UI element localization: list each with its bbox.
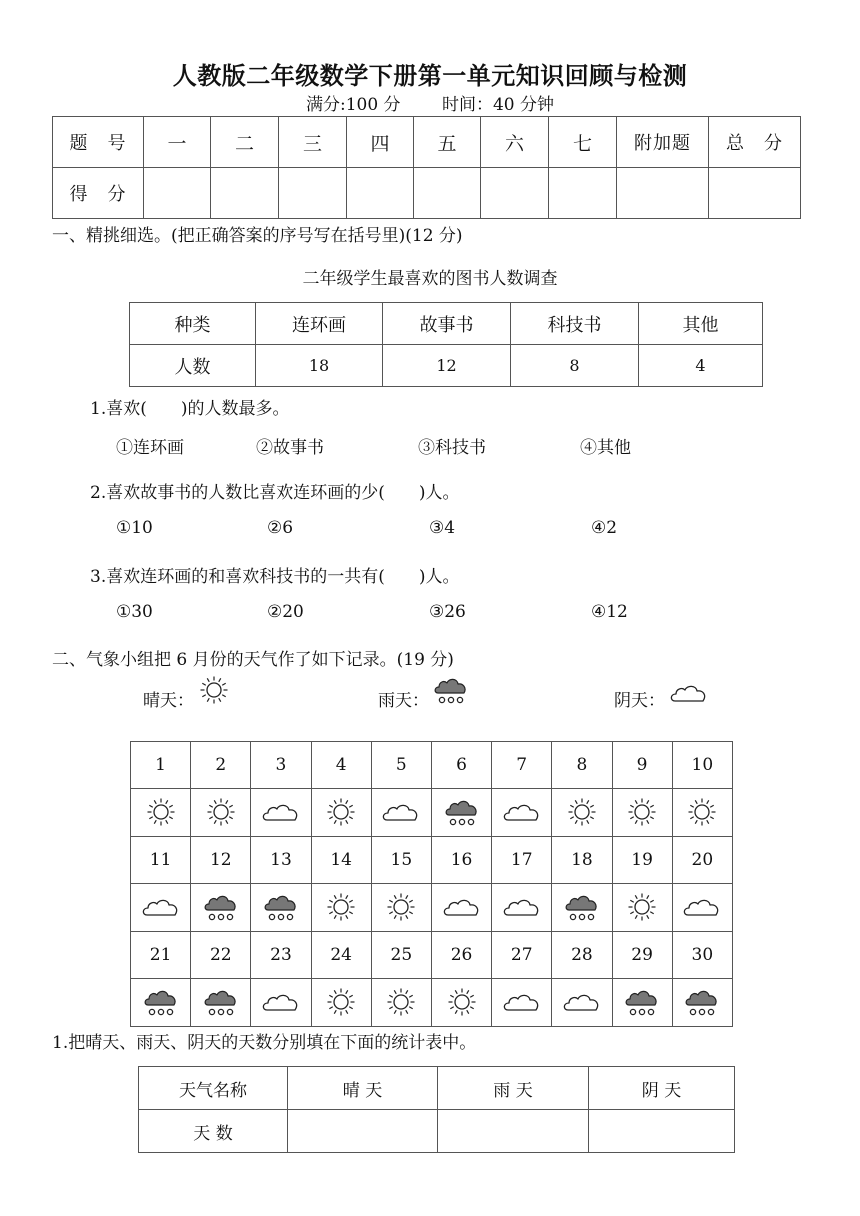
books-header-cell: 其他 xyxy=(639,303,763,345)
score-cell[interactable] xyxy=(617,168,709,219)
score-header-cell: 五 xyxy=(414,117,481,168)
score-header-cell: 二 xyxy=(211,117,279,168)
sun-icon xyxy=(371,979,431,1027)
rain-icon xyxy=(131,979,191,1027)
books-value-cell: 8 xyxy=(511,345,639,387)
legend-label: 晴天： xyxy=(143,691,194,711)
cloud-icon xyxy=(251,979,311,1027)
rain-icon xyxy=(251,884,311,932)
score-cell[interactable] xyxy=(347,168,414,219)
option[interactable]: ④2 xyxy=(591,518,618,538)
weather-day-row xyxy=(131,837,733,884)
exam-time: 时间：40 分钟 xyxy=(441,95,555,115)
legend-label: 雨天： xyxy=(378,691,429,711)
stats-header-cell: 阴 天 xyxy=(589,1067,735,1110)
weather-day-row xyxy=(131,742,733,789)
weather-day-number: 13 xyxy=(251,837,311,884)
rain-icon xyxy=(612,979,672,1027)
exam-info xyxy=(0,90,860,115)
weather-day-row xyxy=(131,932,733,979)
books-row-label: 人数 xyxy=(130,345,256,387)
question-1: 1.喜欢( )的人数最多。 xyxy=(90,399,290,419)
stats-header-cell: 天气名称 xyxy=(139,1067,288,1110)
score-header-cell: 六 xyxy=(481,117,549,168)
weather-day-number: 20 xyxy=(672,837,732,884)
weather-day-number: 7 xyxy=(492,742,552,789)
weather-day-number: 29 xyxy=(612,932,672,979)
weather-day-number: 19 xyxy=(612,837,672,884)
books-value-cell: 12 xyxy=(383,345,511,387)
rain-icon xyxy=(552,884,612,932)
cloud-icon xyxy=(371,789,431,837)
books-header-cell: 科技书 xyxy=(511,303,639,345)
books-header-row xyxy=(130,303,763,345)
books-value-cell: 4 xyxy=(639,345,763,387)
books-value-cell: 18 xyxy=(256,345,383,387)
weather-record-table xyxy=(130,741,733,1027)
sun-icon xyxy=(198,676,230,706)
weather-stats-table xyxy=(138,1066,735,1153)
stats-value-row xyxy=(139,1110,735,1153)
stats-answer-cell[interactable] xyxy=(438,1110,589,1153)
cloud-icon xyxy=(251,789,311,837)
option[interactable]: ①连环画 xyxy=(116,438,184,458)
weather-day-number: 24 xyxy=(311,932,371,979)
rain-icon xyxy=(431,789,491,837)
stats-header-cell: 晴 天 xyxy=(288,1067,438,1110)
score-table-header-row xyxy=(53,117,801,168)
books-header-cell: 种类 xyxy=(130,303,256,345)
option[interactable]: ③4 xyxy=(429,518,456,538)
books-header-cell: 故事书 xyxy=(383,303,511,345)
stats-row-label: 天 数 xyxy=(139,1110,288,1153)
weather-day-number: 14 xyxy=(311,837,371,884)
sun-icon xyxy=(612,789,672,837)
score-header-cell: 附加题 xyxy=(617,117,709,168)
weather-day-number: 22 xyxy=(191,932,251,979)
score-header-cell: 七 xyxy=(549,117,617,168)
weather-day-number: 8 xyxy=(552,742,612,789)
weather-day-number: 27 xyxy=(492,932,552,979)
weather-icon-row xyxy=(131,789,733,837)
sun-icon xyxy=(311,789,371,837)
weather-day-number: 16 xyxy=(431,837,491,884)
weather-day-number: 5 xyxy=(371,742,431,789)
books-table-caption: 二年级学生最喜欢的图书人数调查 xyxy=(302,269,558,289)
stats-header-cell: 雨 天 xyxy=(438,1067,589,1110)
page-title: 人教版二年级数学下册第一单元知识回顾与检测 xyxy=(172,62,688,90)
stats-answer-cell[interactable] xyxy=(288,1110,438,1153)
legend-rainy xyxy=(378,686,469,711)
weather-day-number: 26 xyxy=(431,932,491,979)
weather-day-number: 17 xyxy=(492,837,552,884)
cloud-icon xyxy=(431,884,491,932)
stats-header-row xyxy=(139,1067,735,1110)
cloud-icon xyxy=(669,682,709,706)
weather-day-number: 25 xyxy=(371,932,431,979)
cloud-icon xyxy=(672,884,732,932)
score-row-label: 得 分 xyxy=(53,168,144,219)
sun-icon xyxy=(431,979,491,1027)
weather-day-number: 3 xyxy=(251,742,311,789)
sun-icon xyxy=(371,884,431,932)
option[interactable]: ①30 xyxy=(116,602,153,622)
score-cell[interactable] xyxy=(144,168,211,219)
rain-icon xyxy=(191,884,251,932)
section1-heading: 一、精挑细选。(把正确答案的序号写在括号里)(12 分) xyxy=(52,226,463,246)
score-header-cell: 四 xyxy=(347,117,414,168)
cloud-icon xyxy=(492,789,552,837)
weather-day-number: 21 xyxy=(131,932,191,979)
score-cell[interactable] xyxy=(279,168,347,219)
score-cell[interactable] xyxy=(481,168,549,219)
score-cell[interactable] xyxy=(709,168,801,219)
option[interactable]: ④12 xyxy=(591,602,628,622)
weather-day-number: 10 xyxy=(672,742,732,789)
weather-icon-row xyxy=(131,884,733,932)
score-cell[interactable] xyxy=(549,168,617,219)
score-header-cell: 一 xyxy=(144,117,211,168)
rain-icon xyxy=(433,676,469,706)
option[interactable]: ④其他 xyxy=(580,438,631,458)
books-table xyxy=(129,302,763,387)
cloud-icon xyxy=(131,884,191,932)
sun-icon xyxy=(552,789,612,837)
sun-icon xyxy=(612,884,672,932)
sun-icon xyxy=(311,979,371,1027)
option[interactable]: ②故事书 xyxy=(256,438,324,458)
score-header-cell: 总 分 xyxy=(709,117,801,168)
sun-icon xyxy=(311,884,371,932)
section2-question-1: 1.把晴天、雨天、阴天的天数分别填在下面的统计表中。 xyxy=(52,1033,477,1053)
weather-day-number: 1 xyxy=(131,742,191,789)
score-cell[interactable] xyxy=(414,168,481,219)
weather-day-number: 9 xyxy=(612,742,672,789)
weather-day-number: 6 xyxy=(431,742,491,789)
stats-answer-cell[interactable] xyxy=(589,1110,735,1153)
books-header-cell: 连环画 xyxy=(256,303,383,345)
option[interactable]: ②6 xyxy=(267,518,294,538)
weather-day-number: 12 xyxy=(191,837,251,884)
weather-day-number: 23 xyxy=(251,932,311,979)
weather-day-number: 2 xyxy=(191,742,251,789)
sun-icon xyxy=(191,789,251,837)
legend-sunny xyxy=(143,686,230,711)
weather-day-number: 30 xyxy=(672,932,732,979)
full-score: 满分:100 分 xyxy=(305,95,401,115)
sun-icon xyxy=(672,789,732,837)
weather-day-number: 28 xyxy=(552,932,612,979)
score-table xyxy=(52,116,801,219)
cloud-icon xyxy=(492,979,552,1027)
cloud-icon xyxy=(552,979,612,1027)
rain-icon xyxy=(191,979,251,1027)
legend-label: 阴天： xyxy=(614,691,665,711)
option[interactable]: ②20 xyxy=(267,602,304,622)
books-value-row xyxy=(130,345,763,387)
score-cell[interactable] xyxy=(211,168,279,219)
section2-heading: 二、气象小组把 6 月份的天气作了如下记录。(19 分) xyxy=(52,650,454,670)
option[interactable]: ③科技书 xyxy=(418,438,486,458)
option[interactable]: ③26 xyxy=(429,602,466,622)
weather-day-number: 15 xyxy=(371,837,431,884)
weather-day-number: 18 xyxy=(552,837,612,884)
weather-icon-row xyxy=(131,979,733,1027)
score-table-row xyxy=(53,168,801,219)
sun-icon xyxy=(131,789,191,837)
score-header-cell: 三 xyxy=(279,117,347,168)
weather-day-number: 4 xyxy=(311,742,371,789)
legend-cloudy xyxy=(614,686,709,711)
weather-day-number: 11 xyxy=(131,837,191,884)
question-3: 3.喜欢连环画的和喜欢科技书的一共有( )人。 xyxy=(90,567,460,587)
question-2: 2.喜欢故事书的人数比喜欢连环画的少( )人。 xyxy=(90,483,460,503)
cloud-icon xyxy=(492,884,552,932)
rain-icon xyxy=(672,979,732,1027)
option[interactable]: ①10 xyxy=(116,518,153,538)
score-header-cell: 题 号 xyxy=(53,117,144,168)
